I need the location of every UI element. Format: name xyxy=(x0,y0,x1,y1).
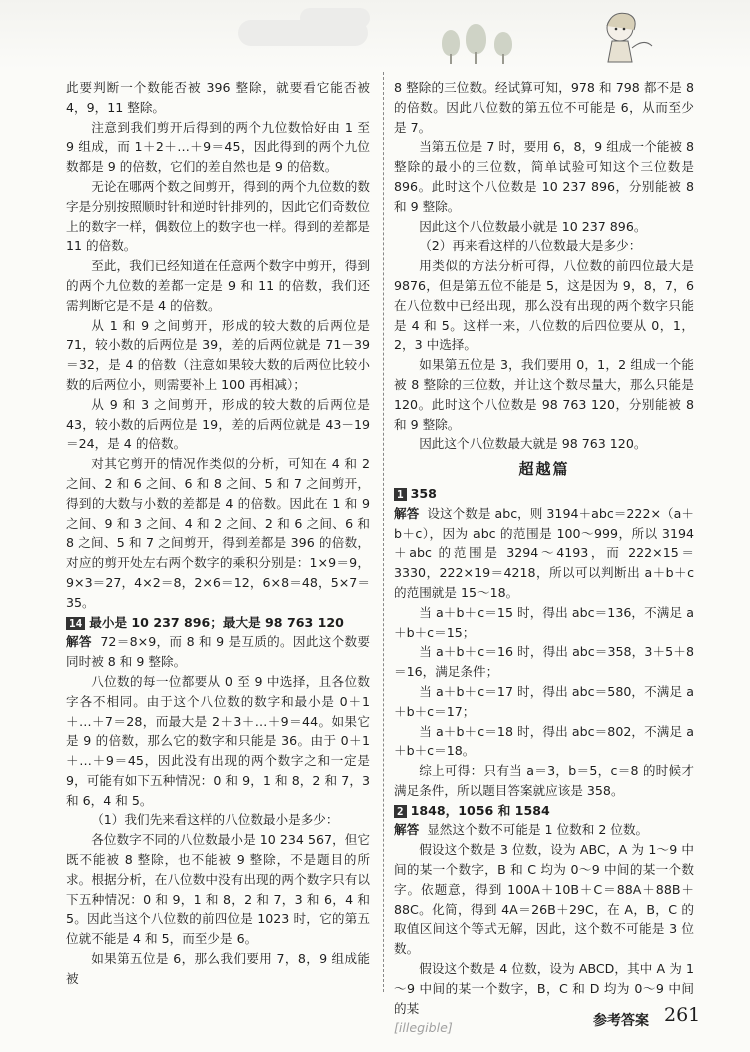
paragraph: （2）再来看这样的八位数最大是多少： xyxy=(419,238,642,254)
right-column xyxy=(394,78,694,1038)
tree-decoration xyxy=(494,32,512,56)
solution-paragraph xyxy=(394,820,694,840)
problem-number-badge: 2 xyxy=(394,805,407,818)
paragraph: 假设这个数是 4 位数，设为 ABCD，其中 A 为 1～9 中间的某一个数字，B，C 和 D 均为 0～9 中间的某 xyxy=(394,961,694,1016)
decorative-header xyxy=(0,0,750,70)
paragraph: 从 1 和 9 之间剪开，形成的较大数的后两位是 71，较小数的后两位是 39，差的后两位就是 71－39＝32，是 4 的倍数（注意如果较大数的后两位比较小数的后两位小，则需要补上 100 再相减）； xyxy=(66,317,370,392)
tree-trunk xyxy=(450,54,452,64)
paragraph: 各位数字不同的八位数最小是 10 234 567，但它既不能被 8 整除，也不能被 9 整除，不是题目的所求。根据分析，在八位数中没有出现的两个数字只有以下五种情况：0 和 9，1 和 8，2 和 7，3 和 6，4 和 5。因此当这个八位数的前四位是 1023 时，它的第五位就不能是 4 和 5，而至少是 6。 xyxy=(66,832,370,947)
footer-label: 参考答案 xyxy=(593,1013,649,1029)
solution-paragraph xyxy=(66,632,370,672)
solution-text: 显然这个数不可能是 1 位数和 2 位数。 xyxy=(427,822,649,838)
solution-label: 解答 xyxy=(66,634,92,650)
paragraph: 当 a＋b＋c＝17 时，得出 abc＝580，不满足 a＋b＋c＝17； xyxy=(394,683,694,719)
tree-trunk xyxy=(502,54,504,64)
paragraph: 综上可得：只有当 a＝3，b＝5，c＝8 的时候才满足条件，所以题目答案就应该是 358。 xyxy=(394,763,694,798)
paragraph: 当 a＋b＋c＝16 时，得出 abc＝358，3＋5＋8＝16，满足条件； xyxy=(394,644,694,680)
solution-label: 解答 xyxy=(394,505,420,521)
paragraph: 对其它剪开的情况作类似的分析，可知在 4 和 2 之间、2 和 6 之间、6 和 8 之间、5 和 7 之间剪开，得到的大数与小数的差都是 4 的倍数。因此在 1 和 9 之间、9 和 3 之间、4 和 2 之间、2 和 6 之间、6 和 8 之间、5 和 7 之间剪开，得到差都是 396 的倍数，对应的剪开处左右两个数字的乘积分别是：1×9＝9，9×3＝27，4×2＝8，2×6＝12，6×8＝48，5×7＝35。 xyxy=(66,456,370,610)
problem-2-heading xyxy=(394,801,694,821)
paragraph: 至此，我们已经知道在任意两个数字中剪开，得到的两个九位数的差都一定是 9 和 11 的倍数，我们还需判断它是不是 4 的倍数。 xyxy=(66,258,370,313)
paragraph: 从 9 和 3 之间剪开，形成的较大数的后两位是 43，较小数的后两位是 19，差的后两位就是 43－19＝24，是 4 的倍数。 xyxy=(66,396,370,452)
problem-answer: 最小是 10 237 896；最大是 98 763 120 xyxy=(89,614,344,630)
paragraph: 因此这个八位数最小就是 10 237 896。 xyxy=(419,218,647,234)
paragraph: 因此这个八位数最大就是 98 763 120。 xyxy=(419,436,647,452)
problem-number-badge: 1 xyxy=(394,488,407,501)
problem-number-badge: 14 xyxy=(66,617,85,630)
paragraph: 用类似的方法分析可得，八位数的前四位最大是 9876，但是第五位不能是 5，这是因为 9，8，7，6 在八位数中已经出现，那么没有出现的两个数字只能是 4 和 5。这样一来，八位数的后四位要从 0，1，2，3 中选择。 xyxy=(394,258,694,353)
paragraph: 八位数的每一位都要从 0 至 9 中选择，且各位数字各不相同。由于这个八位数的数字和最小是 0＋1＋…＋7＝28，而最大是 2＋3＋…＋9＝44。如果它是 9 的倍数，那么它的数字和只能是 36。由于 0＋1＋…＋9＝45，因此没有出现的两个数字之和一定是 9，可能有如下五种情况：0 和 9，1 和 8，2 和 7，3 和 6，4 和 5。 xyxy=(66,673,370,808)
section-title: 超越篇 xyxy=(518,460,570,479)
paragraph: 如果第五位是 6，那么我们要用 7，8，9 组成能被 xyxy=(66,951,370,986)
paragraph: 注意到我们剪开后得到的两个九位数恰好由 1 至 9 组成，而 1＋2＋…＋9＝45，因此得到的两个九位数都是 9 的倍数，它们的差自然也是 9 的倍数。 xyxy=(66,119,370,175)
illegible-note: [illegible] xyxy=(394,1020,453,1036)
column-divider xyxy=(383,72,385,992)
paragraph: 假设这个数是 3 位数，设为 ABC，A 为 1～9 中间的某一个数字，B 和 C 均为 0～9 中间的某一个数字。依题意，得到 100A＋10B＋C＝88A＋88B＋88C。化简，得到 4A＝26B＋29C，在 A，B，C 的取值区间这个等式无解，因此，这个数不可能是 3 位数。 xyxy=(394,842,694,957)
paragraph: 当 a＋b＋c＝18 时，得出 abc＝802，不满足 a＋b＋c＝18。 xyxy=(394,723,694,759)
paragraph: 8 整除的三位数。经试算可知，978 和 798 都不是 8 的倍数。因此八位数的第五位不可能是 6，从而至少是 7。 xyxy=(394,80,694,135)
paragraph: （1）我们先来看这样的八位数最小是多少： xyxy=(91,812,339,828)
paragraph: 当第五位是 7 时，要用 6，8，9 组成一个能被 8 整除的最小的三位数，简单试验可知这个三位数是 896。此时这个八位数是 10 237 896，分别能被 8 和 9 整除。 xyxy=(394,139,694,214)
problem-answer: 1848，1056 和 1584 xyxy=(410,802,550,818)
page-number: 261 xyxy=(664,1004,701,1026)
paragraph: 此要判断一个数能否被 396 整除，就要看它能否被 4，9，11 整除。 xyxy=(66,80,370,115)
tree-decoration xyxy=(466,24,486,54)
solution-label: 解答 xyxy=(394,822,420,838)
paragraph: 如果第五位是 3，我们要用 0，1，2 组成一个能被 8 整除的三位数，并让这个数尽量大，那么只能是 120。此时这个八位数是 98 763 120，分别能被 8 和 9 整除。 xyxy=(394,357,694,432)
tree-decoration xyxy=(442,30,460,56)
tree-trunk xyxy=(475,52,477,64)
solution-text: 72＝8×9，而 8 和 9 是互质的。因此这个数要同时被 8 和 9 整除。 xyxy=(66,634,371,670)
problem-14-heading xyxy=(66,613,370,633)
solution-text: 设这个数是 abc，则 3194＋abc＝222×（a＋b＋c），因为 abc 的范围是 100～999，所以 3194＋abc 的范围是 3294～4193，而 222×15＝3330，222×19＝4218，所以可以判断出 a＋b＋c 的范围就是 15～18。 xyxy=(394,505,695,600)
solution-paragraph xyxy=(394,504,694,603)
paragraph: 无论在哪两个数之间剪开，得到的两个九位数的数字是分别按照顺时针和逆时针排列的，因此它们奇数位上的数字一样，偶数位上的数字也一样。得到的差都是 11 的倍数。 xyxy=(66,178,370,254)
paragraph: 当 a＋b＋c＝15 时，得出 abc＝136，不满足 a＋b＋c＝15； xyxy=(394,604,694,640)
left-column xyxy=(66,78,370,989)
problem-answer: 358 xyxy=(410,485,437,501)
cloud-decoration xyxy=(300,8,370,28)
problem-1-heading xyxy=(394,484,694,504)
cartoon-girl-illustration xyxy=(598,8,658,66)
